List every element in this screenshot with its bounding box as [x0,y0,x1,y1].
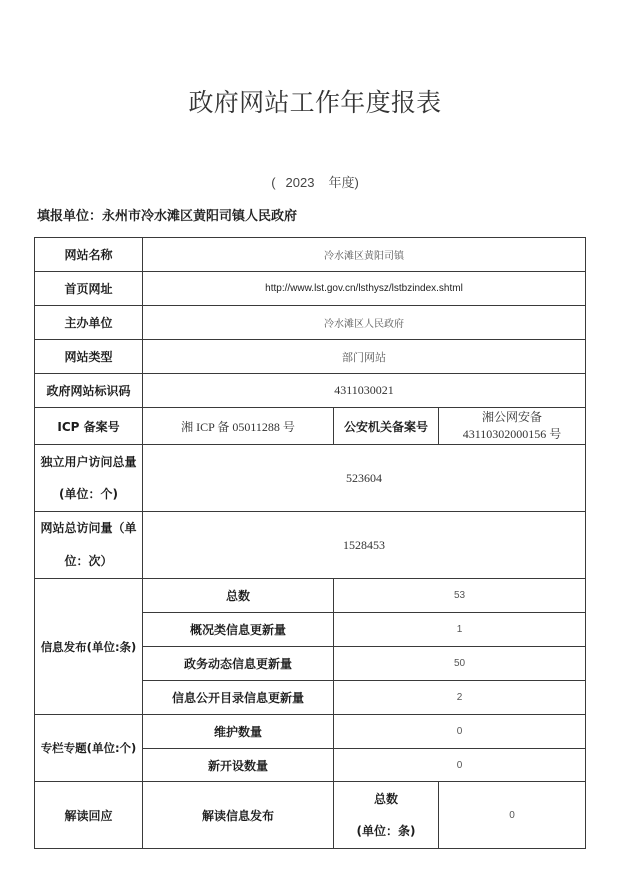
unique-visitors-value: 523604 [143,445,586,512]
special-columns-item-value: 0 [334,715,586,749]
special-columns-label: 专栏专题(单位:个) [35,715,143,782]
row-total-visits [35,512,586,579]
interpretation-metric-unit: (单位：条) [356,824,416,838]
row-site-id [35,374,586,408]
info-publish-item-label: 总数 [143,579,334,613]
report-year-line [0,175,630,191]
site-name-value: 冷水滩区黄阳司镇 [143,238,586,272]
special-columns-item-label: 新开设数量 [143,749,334,782]
info-publish-item-label: 信息公开目录信息更新量 [143,681,334,715]
icp-record-value: 湘 ICP 备 05011288 号 [143,408,334,445]
site-id-value: 4311030021 [143,374,586,408]
row-unique-visitors [35,445,586,512]
police-record-value: 湘公网安备 43110302000156 号 [462,410,562,441]
row-host-unit [35,306,586,340]
info-publish-item-label: 政务动态信息更新量 [143,647,334,681]
police-record-cell [439,408,586,445]
police-record-label: 公安机关备案号 [334,408,439,445]
info-publish-item-value: 50 [334,647,586,681]
report-table [34,237,586,849]
info-publish-item-label: 概况类信息更新量 [143,613,334,647]
total-visits-label-cell [35,512,143,579]
info-publish-item-value: 2 [334,681,586,715]
reporting-unit: 填报单位：永州市冷水滩区黄阳司镇人民政府 [37,209,298,224]
unique-visitors-label: 独立用户访问总量 [40,455,137,469]
site-id-label: 政府网站标识码 [35,374,143,408]
year-open-paren: ( [271,175,276,190]
total-visits-value: 1528453 [143,512,586,579]
info-publish-item-value: 53 [334,579,586,613]
unique-visitors-unit: (单位：个) [59,487,118,501]
unique-visitors-label-cell [35,445,143,512]
host-unit-value: 冷水滩区人民政府 [143,306,586,340]
row-homepage-url [35,272,586,306]
row-site-name [35,238,586,272]
homepage-url-value: http://www.lst.gov.cn/lsthysz/lstbzindex.shtml [143,272,586,306]
host-unit-label: 主办单位 [35,306,143,340]
site-type-label: 网站类型 [35,340,143,374]
homepage-url-label: 首页网址 [35,272,143,306]
info-publish-label: 信息发布(单位:条) [35,579,143,715]
interpretation-metric-cell [334,782,439,849]
row-special-columns-maintained [35,715,586,749]
interpretation-sub-label: 解读信息发布 [143,782,334,849]
site-name-label: 网站名称 [35,238,143,272]
interpretation-label: 解读回应 [35,782,143,849]
info-publish-item-value: 1 [334,613,586,647]
year-suffix: 年度) [328,175,359,190]
row-record-numbers [35,408,586,445]
special-columns-item-value: 0 [334,749,586,782]
site-type-value: 部门网站 [143,340,586,374]
interpretation-metric-label: 总数 [373,792,398,806]
total-visits-label: 网站总访问量（单位：次） [40,521,137,568]
row-info-publish-total [35,579,586,613]
icp-record-label: ICP 备案号 [35,408,143,445]
interpretation-value: 0 [439,782,586,849]
page-title: 政府网站工作年度报表 [188,88,442,117]
report-year: 2023 [285,175,315,190]
row-interpretation [35,782,586,849]
row-site-type [35,340,586,374]
special-columns-item-label: 维护数量 [143,715,334,749]
